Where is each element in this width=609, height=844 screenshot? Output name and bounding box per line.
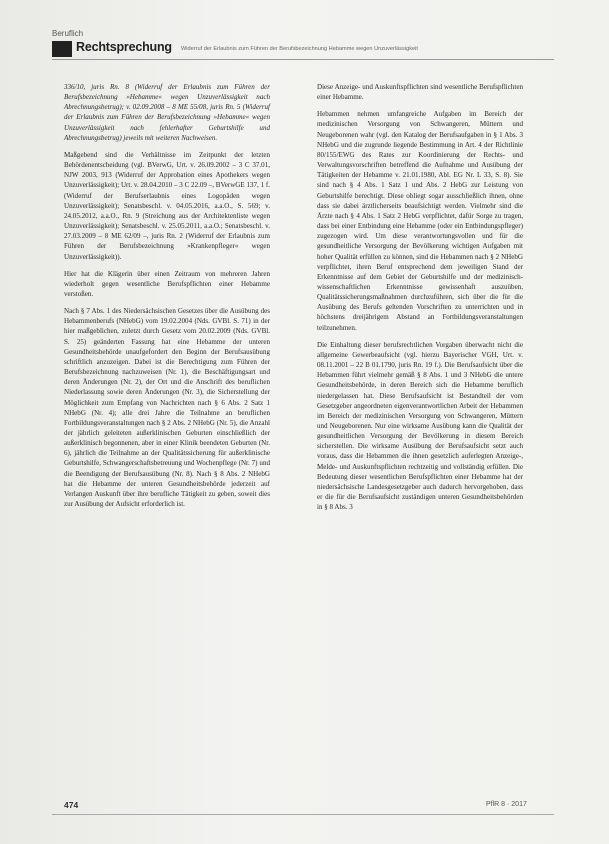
paragraph: Die Einhaltung dieser berufsrechtlichen Vorgaben überwacht nicht die allgemeine Gewerbeaufsicht (vgl. hierzu Bayerischer VGH, Urt. v. 08.11.2001 – 22 B 01.1790, juris Rn. 19 f.). Die Berufsaufsicht über die Hebammen führt vielmehr gemäß § 8 Abs. 1 und 3 NHebG die untere Gesundheitsbehörde, in deren Bereich sich die Hebamme beruflich niedergelassen hat. Diese Berufsaufsicht ist Bestandteil der vom Gesetzgeber angeordneten eigenverantwortlichen Arbeit der Hebammen im Bereich der medizinischen Versorgung von Schwangeren, Müttern und Neugeborenen. Nur eine wirksame Ausübung kann die Qualität der gesundheitlichen Versorgung der Bevölkerung in diesem Bereich sicherstellen. Die wirksame Ausübung der Berufsaufsicht setzt auch voraus, dass die Hebammen die ihnen gesetzlich auferlegten Anzeige-, Melde- und Auskunftspflichten rechtzeitig und vollständig erfüllen. Die Bedeutung dieser wesentlichen Berufspflichten einer Hebamme hat der niedersächsische Landesgesetzgeber auch dadurch hervorgehoben, dass er die für die Berufsaufsicht zuständigen unteren Gesundheitsbehörden in § 8 Abs. 3: [317, 340, 523, 512]
paragraph: Hier hat die Klägerin über einen Zeitraum von mehreren Jahren wiederholt gegen wesentliche Berufspflichten einer Hebamme verstoßen.: [64, 269, 270, 298]
page-number: 474: [64, 800, 79, 810]
paragraph: Nach § 7 Abs. 1 des Niedersächsischen Gesetzes über die Ausübung des Hebammenberufs (NHebG) vom 19.02.2004 (Nds. GVBl. S. 71) in der hier maßgeblichen, zuletzt durch Gesetz vom 20.02.2009 (Nds. GVBl. S. 25) geänderten Fassung hat eine Hebamme der unteren Gesundheitsbehörde unaufgefordert den Beginn der Berufsausübung schriftlich anzuzeigen. Dabei ist die Berechtigung zum Führen der Berufsbezeichnung nachzuweisen (Nr. 1), die Beschäftigungsart und deren Änderungen (Nr. 2), der Ort und die Anschrift des beruflichen Niederlassung sowie deren Änderungen (Nr. 3), die Sicherstellung der Möglichkeit zum Empfang von Nachrichten nach § 6 Abs. 2 Satz 1 NHebG (Nr. 4); alle drei Jahre die Teilnahme an beruflichen Fortbildungsveranstaltungen nach § 2 Abs. 2 NHebG (Nr. 5), die Anzahl der jährlich geleiteten außerklinischen Geburten einschließlich der außerklinisch begonnenen, aber in einer Klinik beendeten Geburten (Nr. 6), jährlich die Teilnahme an der Qualitätssicherung für außerklinische Geburtshilfe, Schwangerschaftsbetreuung und Wochenpflege (Nr. 7) und die Beendigung der Berufsausübung (Nr. 8). Nach § 8 Abs. 2 NHebG hat die Hebamme der unteren Gesundheitsbehörde jederzeit auf Verlangen Auskunft über ihre berufliche Tätigkeit zu geben, soweit dies zur Ausübung der Aufsicht erforderlich ist.: [64, 307, 270, 509]
header-divider: [52, 59, 554, 60]
header-subtitle: Widerruf der Erlaubnis zum Führen der Berufsbezeichnung Hebamme wegen Unzuverlässigkeit: [181, 46, 418, 52]
section-label: Beruflich: [52, 29, 84, 38]
page-title: Rechtsprechung: [76, 40, 172, 54]
paragraph: 336/10, juris Rn. 8 (Widerruf der Erlaubnis zum Führen der Berufsbezeichnung »Hebamme« wegen Unzuverlässigkeit nach Abrechnungsbetrug); v. 02.09.2008 – 8 ME 55/08, juris Rn. 5 (Widerruf der Erlaubnis zum Führen der Berufsbezeichnung »Hebamme« wegen Unzuverlässigkeit nach fehlerhafter Geburtshilfe und Abrechnungsbetrug) jeweils mit weiteren Nachweisen.: [64, 83, 270, 142]
right-column: [317, 82, 523, 519]
left-column: [64, 82, 270, 516]
footer-divider: [52, 814, 554, 815]
paragraph: Diese Anzeige- und Auskunftspflichten sind wesentliche Berufspflichten einer Hebamme.: [317, 83, 523, 102]
paragraph: Hebammen nehmen umfangreiche Aufgaben im Bereich der medizinischen Versorgung von Schwangeren, Müttern und Neugeborenen wahr (vgl. den Katalog der Berufsaufgaben in § 1 Abs. 3 NHebG und die zugrunde liegende Bestimmung in Art. 4 der Richtlinie 80/155/EWG des Rates zur Koordinierung der Rechts- und Verwaltungsvorschriften betreffend die Aufnahme und Ausübung der Tätigkeiten der Hebamme v. 21.01.1980, Abl. EG Nr. L 33, S. 8). Sie sind nach § 4 Abs. 1 Satz 1 und Abs. 2 HebG zur Leistung von Geburtshilfe berechtigt. Diese obliegt sogar ausschließlich ihnen, ohne dass sie dabei ärztlicherseits beaufsichtigt werden. Vielmehr sind die Ärzte nach § 4 Abs. 1 Satz 2 HebG verpflichtet, dafür Sorge zu tragen, dass bei einer Entbindung eine Hebamme (oder ein Entbindungspfleger) zugezogen wird. Um diese verantwortungsvollen und für die gesundheitliche Versorgung der Bevölkerung wichtigen Aufgaben mit hoher Qualität erfüllen zu können, sind die Hebammen nach § 2 NHebG verpflichtet, ihren Beruf entsprechend dem jeweiligen Stand der Erkenntnisse auf dem Gebiet der Geburtshilfe und der medizinisch-wissenschaftlichen Erkenntnisse gewissenhaft auszuüben, Qualitätssicherungsmaßnahmen durchzuführen, sich über die für die Ausübung des Berufs geltenden Vorschriften zu unterrichten und in höchstens dreijährigem Abstand an Fortbildungsveranstaltungen teilzunehmen.: [317, 110, 523, 332]
header-marker-bar: [52, 41, 72, 57]
paragraph: Maßgebend sind die Verhältnisse im Zeitpunkt der letzten Behördenentscheidung (vgl. BVerwG, Urt. v. 26.09.2002 – 3 C 37.01, NJW 2003, 913 (Widerruf der Approbation eines Apothekers wegen Unzuverlässigkeit); Urt. v. 28.04.2010 – 3 C 22.09 –, BVerwGE 137, 1 f. (Widerruf der Berufserlaubnis eines Logopäden wegen Unzuverlässigkeit); Senatsbeschl. v. 04.05.2016, a.a.O., S. 569; v. 24.05.2012, a.a.O., Rn. 9 (Streichung aus der Architektenliste wegen Unzuverlässigkeit); Senatsbeschl. v. 25.05.2011, a.a.O.; Senatsbeschl. v. 27.03.2009 – 8 ME 62/09 –, juris Rn. 2 (Widerruf der Erlaubnis zum Führen der Berufsbezeichnung »Krankenpfleger« wegen Unzuverlässigkeit)).: [64, 150, 270, 261]
journal-issue: PflR 8 · 2017: [486, 801, 527, 808]
